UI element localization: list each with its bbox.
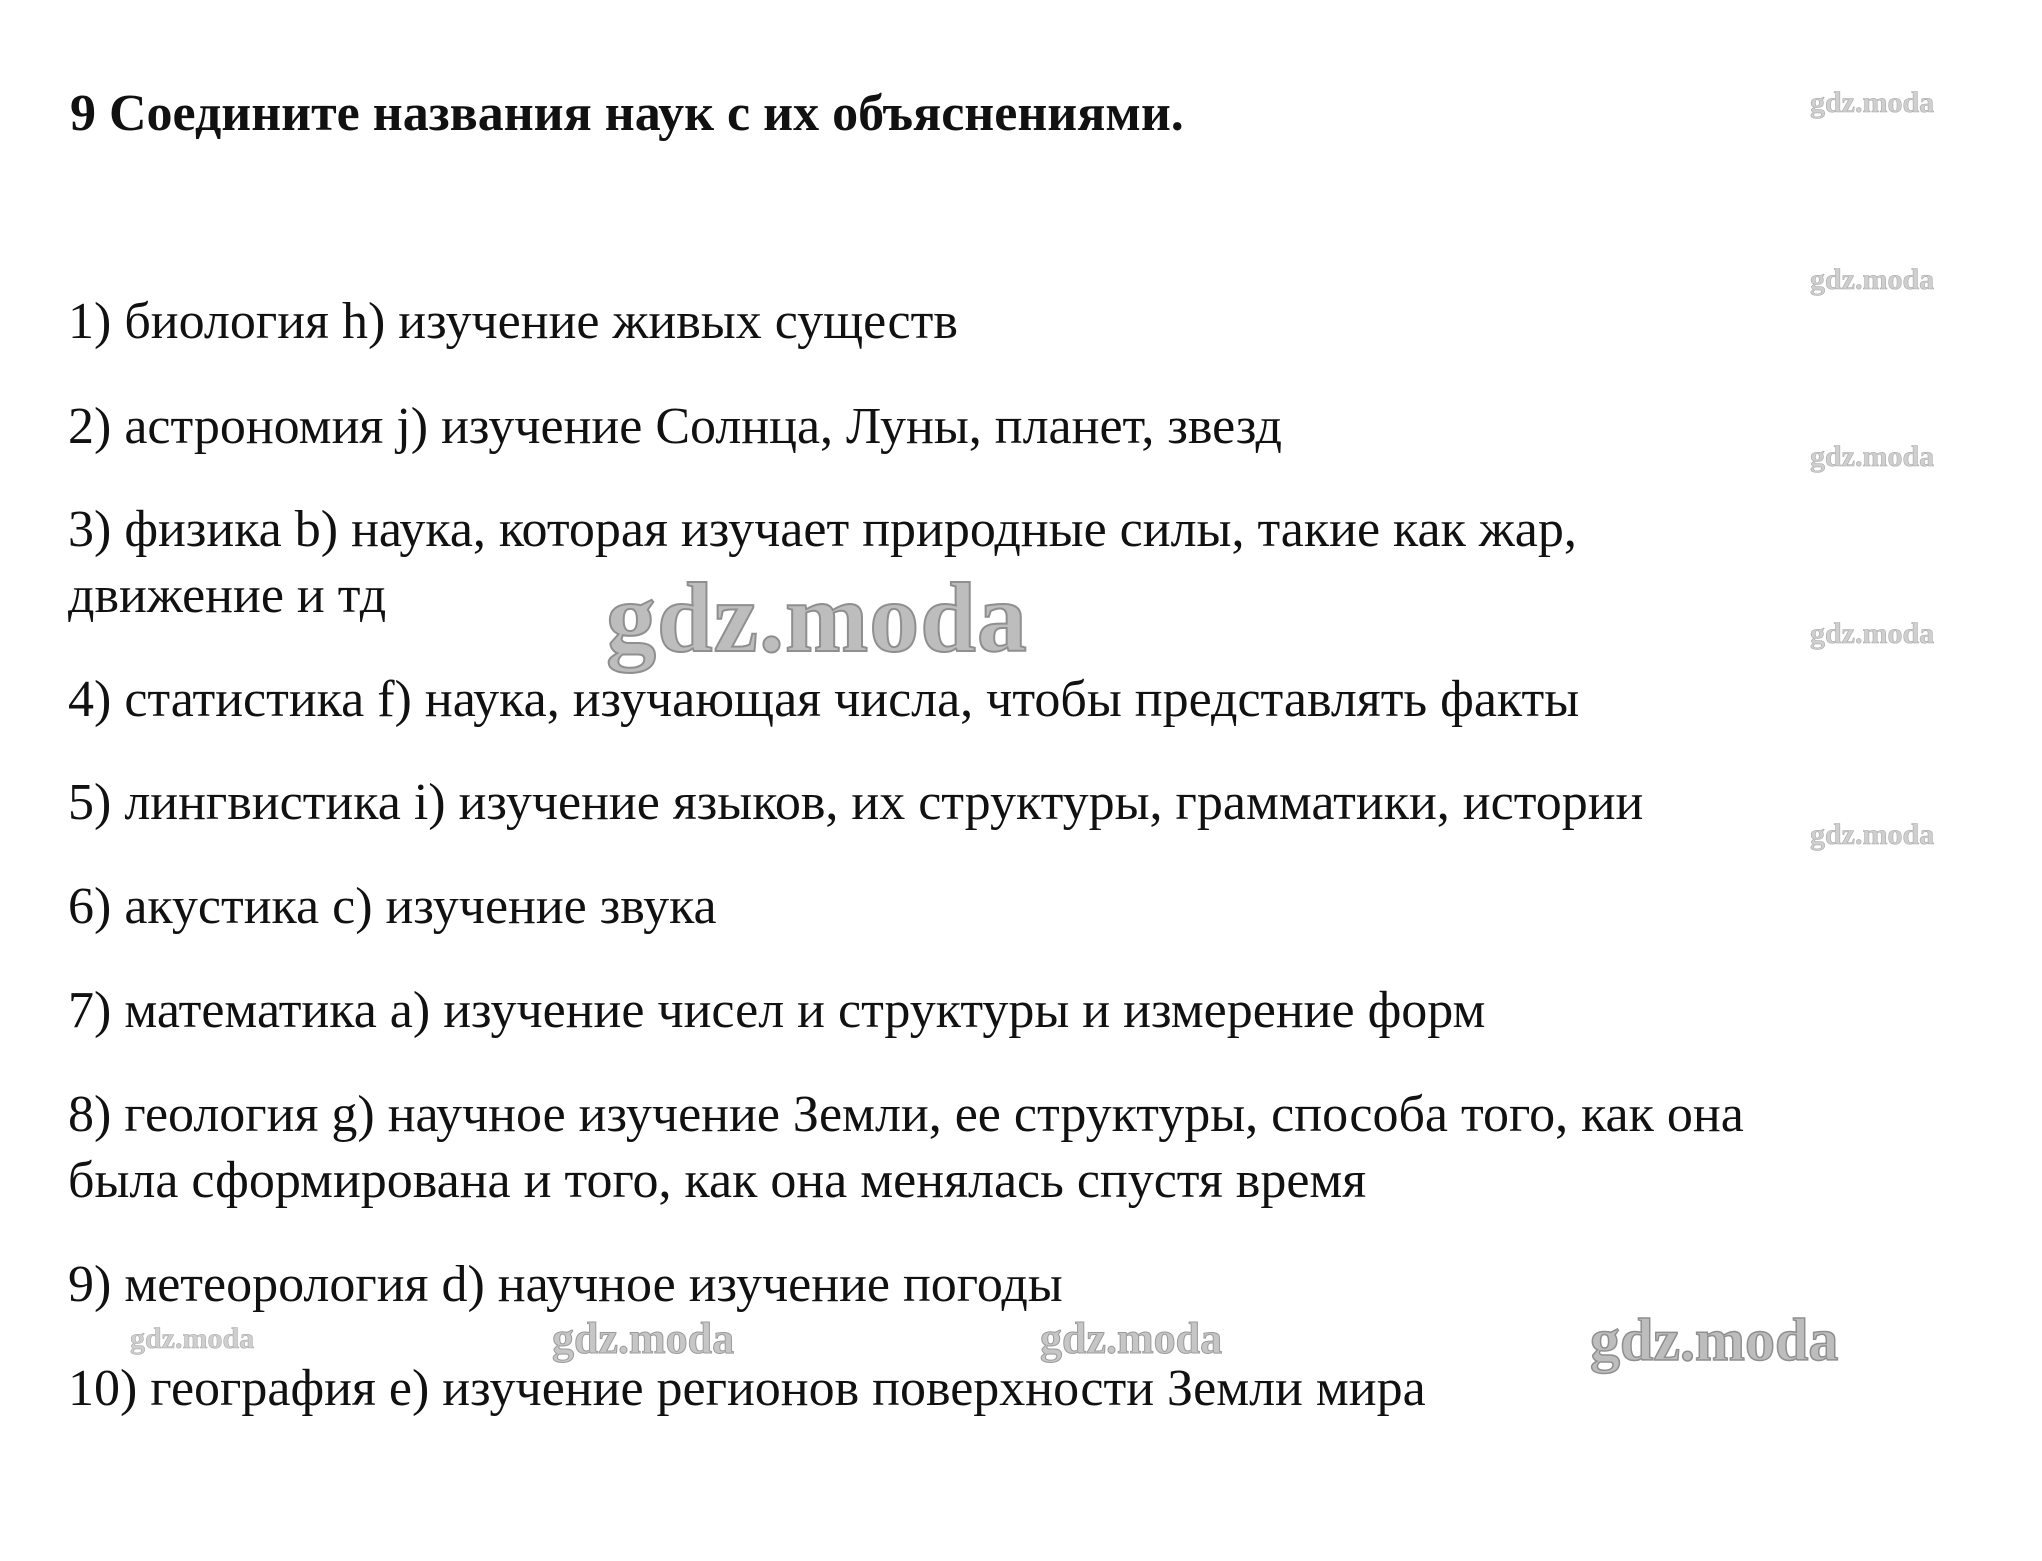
answer-item-7: 7) математика a) изучение чисел и структуры и измерение форм [68, 982, 1486, 1039]
watermark-logo: gdz.moda [1040, 1314, 1223, 1363]
watermark-logo: gdz.moda [1590, 1307, 1839, 1373]
answer-item-10: 10) география e) изучение регионов поверхности Земли мира [68, 1360, 1426, 1417]
answer-item-8-line-2: была сформирована и того, как она менялась спустя время [68, 1152, 1367, 1209]
answer-item-8-line-1: 8) геология g) научное изучение Земли, ее структуры, способа того, как она [68, 1086, 1744, 1143]
answer-item-2: 2) астрономия j) изучение Солнца, Луны, планет, звезд [68, 398, 1282, 455]
watermark-logo: gdz.moda [1810, 263, 1935, 296]
answer-item-5: 5) лингвистика i) изучение языков, их структуры, грамматики, истории [68, 774, 1644, 831]
watermark-logo: gdz.moda [130, 1322, 255, 1355]
answer-item-6: 6) акустика c) изучение звука [68, 878, 717, 935]
watermark-logo: gdz.moda [1810, 818, 1935, 851]
exercise-title: 9 Соедините названия наук с их объяснениями. [70, 85, 1184, 142]
watermark-logo: gdz.moda [552, 1314, 735, 1363]
watermark-logo: gdz.moda [1810, 86, 1935, 119]
answer-item-3-line-2: движение и тд [68, 567, 387, 624]
watermark-logo: gdz.moda [1810, 617, 1935, 650]
watermark-logo: gdz.moda [606, 562, 1028, 673]
watermark-logo: gdz.moda [1810, 440, 1935, 473]
answer-item-4: 4) статистика f) наука, изучающая числа, чтобы представлять факты [68, 671, 1580, 728]
answer-item-1: 1) биология h) изучение живых существ [68, 293, 958, 350]
answer-item-3-line-1: 3) физика b) наука, которая изучает природные силы, такие как жар, [68, 501, 1577, 558]
answer-item-9: 9) метеорология d) научное изучение погоды [68, 1256, 1063, 1313]
